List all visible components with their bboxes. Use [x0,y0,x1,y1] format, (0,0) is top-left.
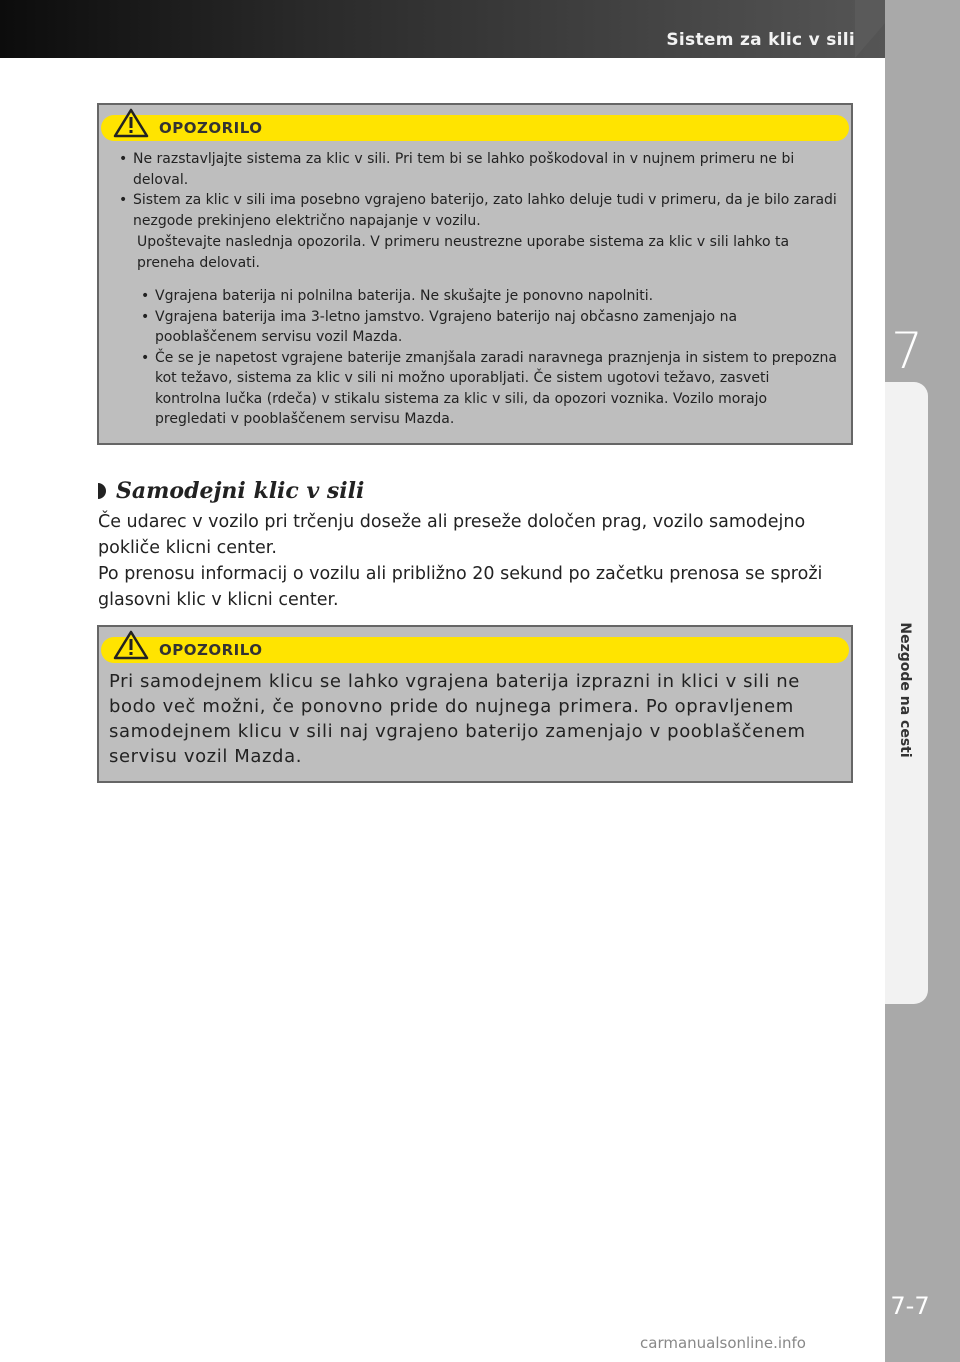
warning-list [115,149,845,231]
header-title: Sistem za klic v sili [666,30,855,50]
paragraph: Če udarec v vozilo pri trčenju doseže ali preseže določen prag, vozilo samodejno pokliče klicni center. [98,512,806,558]
chapter-number: 7 [891,322,923,380]
section-heading [98,478,364,504]
warning-header [101,115,849,141]
chapter-name: Nezgode na cesti [897,622,913,758]
section-title: Samodejni klic v sili [116,478,365,504]
section-marker-icon [98,483,106,499]
warning-sublist [137,286,837,430]
page-number: 7-7 [890,1292,930,1320]
warning-box-2 [97,625,853,783]
list-item: • Vgrajena baterija ni polnilna baterija. Ne skušajte je ponovno napolniti. [137,286,837,307]
list-item: • Ne razstavljajte sistema za klic v sili. Pri tem bi se lahko poškodoval in v nujnem primeru ne bi deloval. [115,149,845,190]
warning-triangle-icon [113,108,149,138]
watermark: carmanualsonline.info [640,1334,806,1352]
list-item: • Vgrajena baterija ima 3-letno jamstvo. Vgrajeno baterijo naj občasno zamenjajo na pooblaščenem servisu vozil Mazda. [137,307,837,348]
warning-note: Upoštevajte naslednja opozorila. V primeru neustrezne uporabe sistema za klic v sili lahko ta preneha delovati. [137,234,790,271]
warning-text: Pri samodejnem klicu se lahko vgrajena baterija izprazni in klici v sili ne bodo več možni, če ponovno pride do nujnega primera. Po opravljenem samodejnem klicu v sili naj vgrajeno baterijo zamenjajo v pooblaščenem servisu vozil Mazda. [109,671,806,767]
warning-box-1 [97,103,853,445]
warning-label: OPOZORILO [159,641,263,659]
warning-triangle-icon [113,630,149,660]
warning-label: OPOZORILO [159,119,263,137]
list-item: • Sistem za klic v sili ima posebno vgrajeno baterijo, zato lahko deluje tudi v primeru, da je bilo zaradi nezgode prekinjeno električno napajanje v vozilu. [115,190,845,231]
warning-header [101,637,849,663]
list-item: • Če se je napetost vgrajene baterije zmanjšala zaradi naravnega praznjenja in sistem to prepozna kot težavo, sistema za klic v sili ni možno uporabljati. Če sistem ugotovi težavo, zasveti kontrolna lučka (rdeča) v stikalu sistema za klic v sili, da opozori voznika. Vozilo morajo pregledati v pooblaščenem servisu Mazda. [137,348,837,430]
paragraph: Po prenosu informacij o vozilu ali približno 20 sekund po začetku prenosa se sproži glasovni klic v klicni center. [98,564,823,610]
